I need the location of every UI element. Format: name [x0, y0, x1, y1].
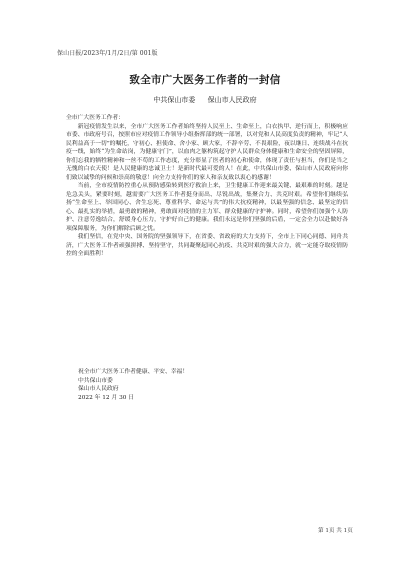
signature-date: 2022 年 12 月 30 日	[78, 394, 135, 401]
letter-authors	[0, 95, 410, 105]
signature-government: 保山市人民政府	[78, 386, 119, 393]
letter-signature-block	[78, 368, 188, 402]
letter-body	[66, 114, 348, 259]
page-footer: 第 1页 共 1页	[318, 528, 353, 534]
letter-paragraph: 我们坚信，在党中央、国务院的坚强领导下，在省委、省政府的大力支持下，全市上下同心同德、同舟共济，广大医务工作者顽强拼搏、坚持坚守，共同凝聚起同心抗疫、共克时艰的强大合力，就一定能夺取疫情防控的全面胜利！	[66, 234, 348, 257]
author-party-committee: 中共保山市委	[153, 96, 196, 104]
author-government: 保山市人民政府	[207, 96, 257, 104]
letter-paragraph: 新冠疫情发生以来，全市广大医务工作者始终坚持人民至上、生命至上，白衣执甲、逆行而上，积极响应市委、市政府号召，按照市应对疫情工作领导小组指挥部的统一部署，以对党和人民高度负责的精神，牢记“人民利益高于一切”的嘱托，守初心、担使命、舍小家、顾大家，不辞辛劳、不畏艰险，夜以继日、连续战斗在抗疫一线，始终“为生命站岗，为健康守门”，以血肉之躯构筑起守护人民群众身体健康和生命安全的坚固屏障，你们忘我的牺牲精神和一丝不苟的工作态度，充分彰显了医者的初心和使命，体现了责任与担当，你们是当之无愧的白衣天使！是人民健康的忠诚卫士！是新时代最可爱的人！在此，中共保山市委、保山市人民政府向你们致以诚挚的问候和崇高的敬意！向全力支持你们的家人和亲友致以衷心的感谢！	[66, 123, 348, 181]
newspaper-header: 保山日报/2023年/1月/2日/第 001版	[57, 50, 158, 57]
letter-closing: 祝全市广大医务工作者健康、平安、幸福！	[78, 369, 189, 375]
signature-party-committee: 中共保山市委	[78, 377, 113, 384]
letter-salutation: 全市广大医务工作者：	[66, 115, 124, 121]
letter-title: 致全市广大医务工作者的一封信	[129, 74, 281, 86]
letter-paragraph: 当前，全市疫情防控重心从预防感染转到医疗救治上来，卫生健康工作迎来最关键、最艰难的时刻。越是危急关头，紧要时刻，越需要广大医务工作者挺身而出、尽锐出战，集聚合力、共克时艰。希望你们继续弘扬“生命至上、举国同心、舍生忘死、尊重科学、命运与共”的伟大抗疫精神，以最坚强的信念、最坚定的信心、最扎实的举措，最勇敢的精神，勇敢面对疫情的主力军、群众健康的守护神。同时，希望你们加强个人防护、注意劳逸结合，舒缓身心压力，守护好自己的健康。我们永远是你们坚强的后盾，一定会全力以赴做好各项保障服务，为你们解除后顾之忧。	[66, 183, 348, 232]
